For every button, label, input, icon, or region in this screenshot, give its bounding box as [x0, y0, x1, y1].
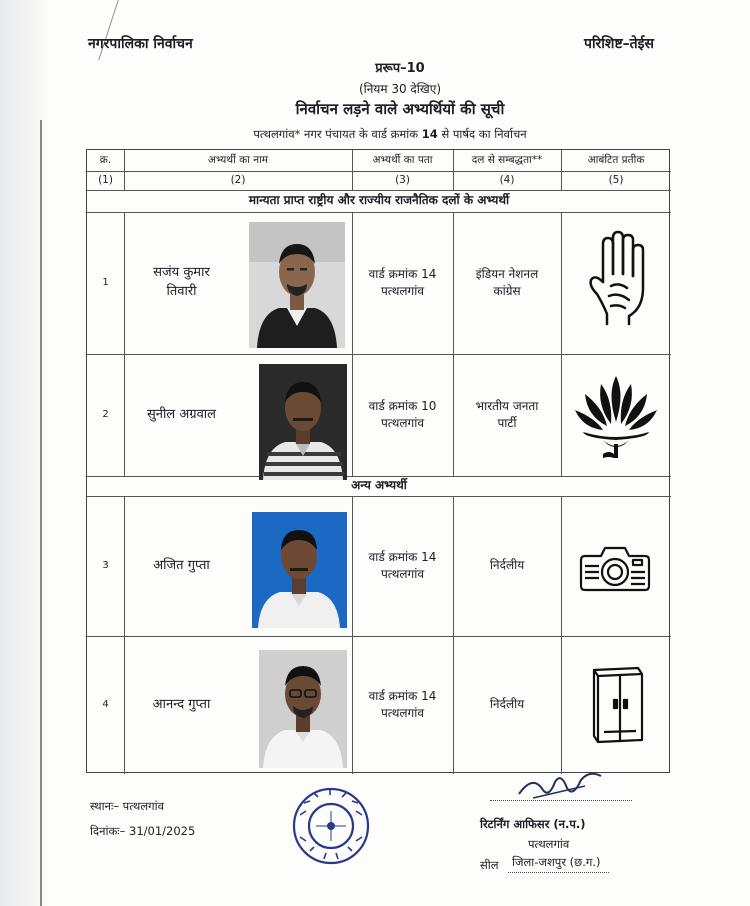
row-2-address: वार्ड क्रमांक 10 पत्थलगांव: [368, 398, 437, 430]
place-label: स्थानः– पत्थलगांव: [90, 799, 164, 813]
officer-designation: रिटर्निंग आफिसर (न.प.): [480, 817, 586, 831]
row-2-party: भारतीय जनता पार्टी: [475, 398, 539, 430]
col-number-2: (2): [230, 173, 246, 186]
row-3-address: वार्ड क्रमांक 14 पत्थलगांव: [368, 549, 437, 581]
subtitle-ward: 14: [421, 127, 438, 141]
election-type-label: नगरपालिका निर्वाचन: [88, 36, 193, 52]
row-4-sn: 4: [102, 698, 109, 710]
date-label: दिनांकः– 31/01/2025: [90, 824, 196, 838]
col-number-4: (4): [499, 173, 515, 186]
district-label: जिला-जशपुर (छ.ग.): [508, 855, 609, 873]
section-recognized-parties: मान्यता प्राप्त राष्ट्रीय और राज्यीय राजनैतिक दलों के अभ्यर्थी: [248, 193, 510, 208]
row-1-name: सजंय कुमार तिवारी: [153, 265, 210, 299]
candidate-4-photo: [259, 650, 347, 768]
col-header-party: दल से सम्बद्धता**: [471, 153, 543, 166]
candidate-3-photo: [252, 512, 347, 628]
subtitle-prefix: पत्थलगांव* नगर पंचायत के वार्ड क्रमांक: [253, 127, 419, 141]
row-1-address: वार्ड क्रमांक 14 पत्थलगांव: [368, 266, 437, 298]
paper-fold-line: [40, 120, 42, 906]
hand-icon: [587, 230, 651, 326]
subtitle-suffix: से पार्षद का निर्वाचन: [441, 127, 527, 141]
section-other-candidates: अन्य अभ्यर्थी: [351, 478, 407, 493]
appendix-label: परिशिष्ट–तेईस: [584, 36, 654, 52]
seal-label: सील: [480, 858, 499, 872]
row-4-party: निर्दलीय: [489, 697, 525, 712]
candidate-2-photo: [259, 364, 347, 480]
col-number-3: (3): [395, 173, 410, 186]
page-edge-shadow: [0, 0, 50, 906]
col-header-name: अभ्यर्थी का नाम: [207, 153, 269, 166]
col-header-address: अभ्यर्थी का पता: [372, 153, 433, 166]
lotus-icon: [573, 370, 659, 462]
document-subtitle: [160, 127, 620, 142]
col-header-sn: क्र.: [99, 153, 112, 166]
row-1-sn: 1: [102, 276, 109, 288]
row-4-address: वार्ड क्रमांक 14 पत्थलगांव: [368, 688, 437, 720]
form-number: प्ररूप–10: [375, 61, 425, 76]
rule-reference: (नियम 30 देखिए): [358, 82, 442, 96]
row-2-sn: 2: [102, 408, 109, 420]
row-3-sn: 3: [102, 559, 109, 571]
col-number-1: (1): [98, 173, 113, 186]
candidate-1-photo: [249, 222, 345, 348]
document-title: निर्वाचन लड़ने वाले अभ्यर्थियों की सूची: [295, 100, 505, 118]
col-number-5: (5): [608, 173, 624, 186]
official-seal: [290, 785, 372, 867]
signature-line: [490, 800, 632, 801]
row-2-name: सुनील अग्रवाल: [147, 406, 216, 422]
row-4-name: आनन्द गुप्ता: [152, 696, 211, 712]
officer-signature: [515, 768, 605, 804]
row-3-party: निर्दलीय: [489, 558, 525, 573]
row-1-party: इंडियन नेशनल कांग्रेस: [475, 266, 539, 298]
almirah-icon: [590, 664, 646, 746]
officer-place: पत्थलगांव: [528, 837, 570, 851]
row-3-name: अजित गुप्ता: [153, 557, 210, 573]
candidate-table: [86, 149, 670, 773]
camera-icon: [579, 542, 651, 594]
col-header-symbol: आबंटित प्रतीक: [587, 153, 645, 166]
